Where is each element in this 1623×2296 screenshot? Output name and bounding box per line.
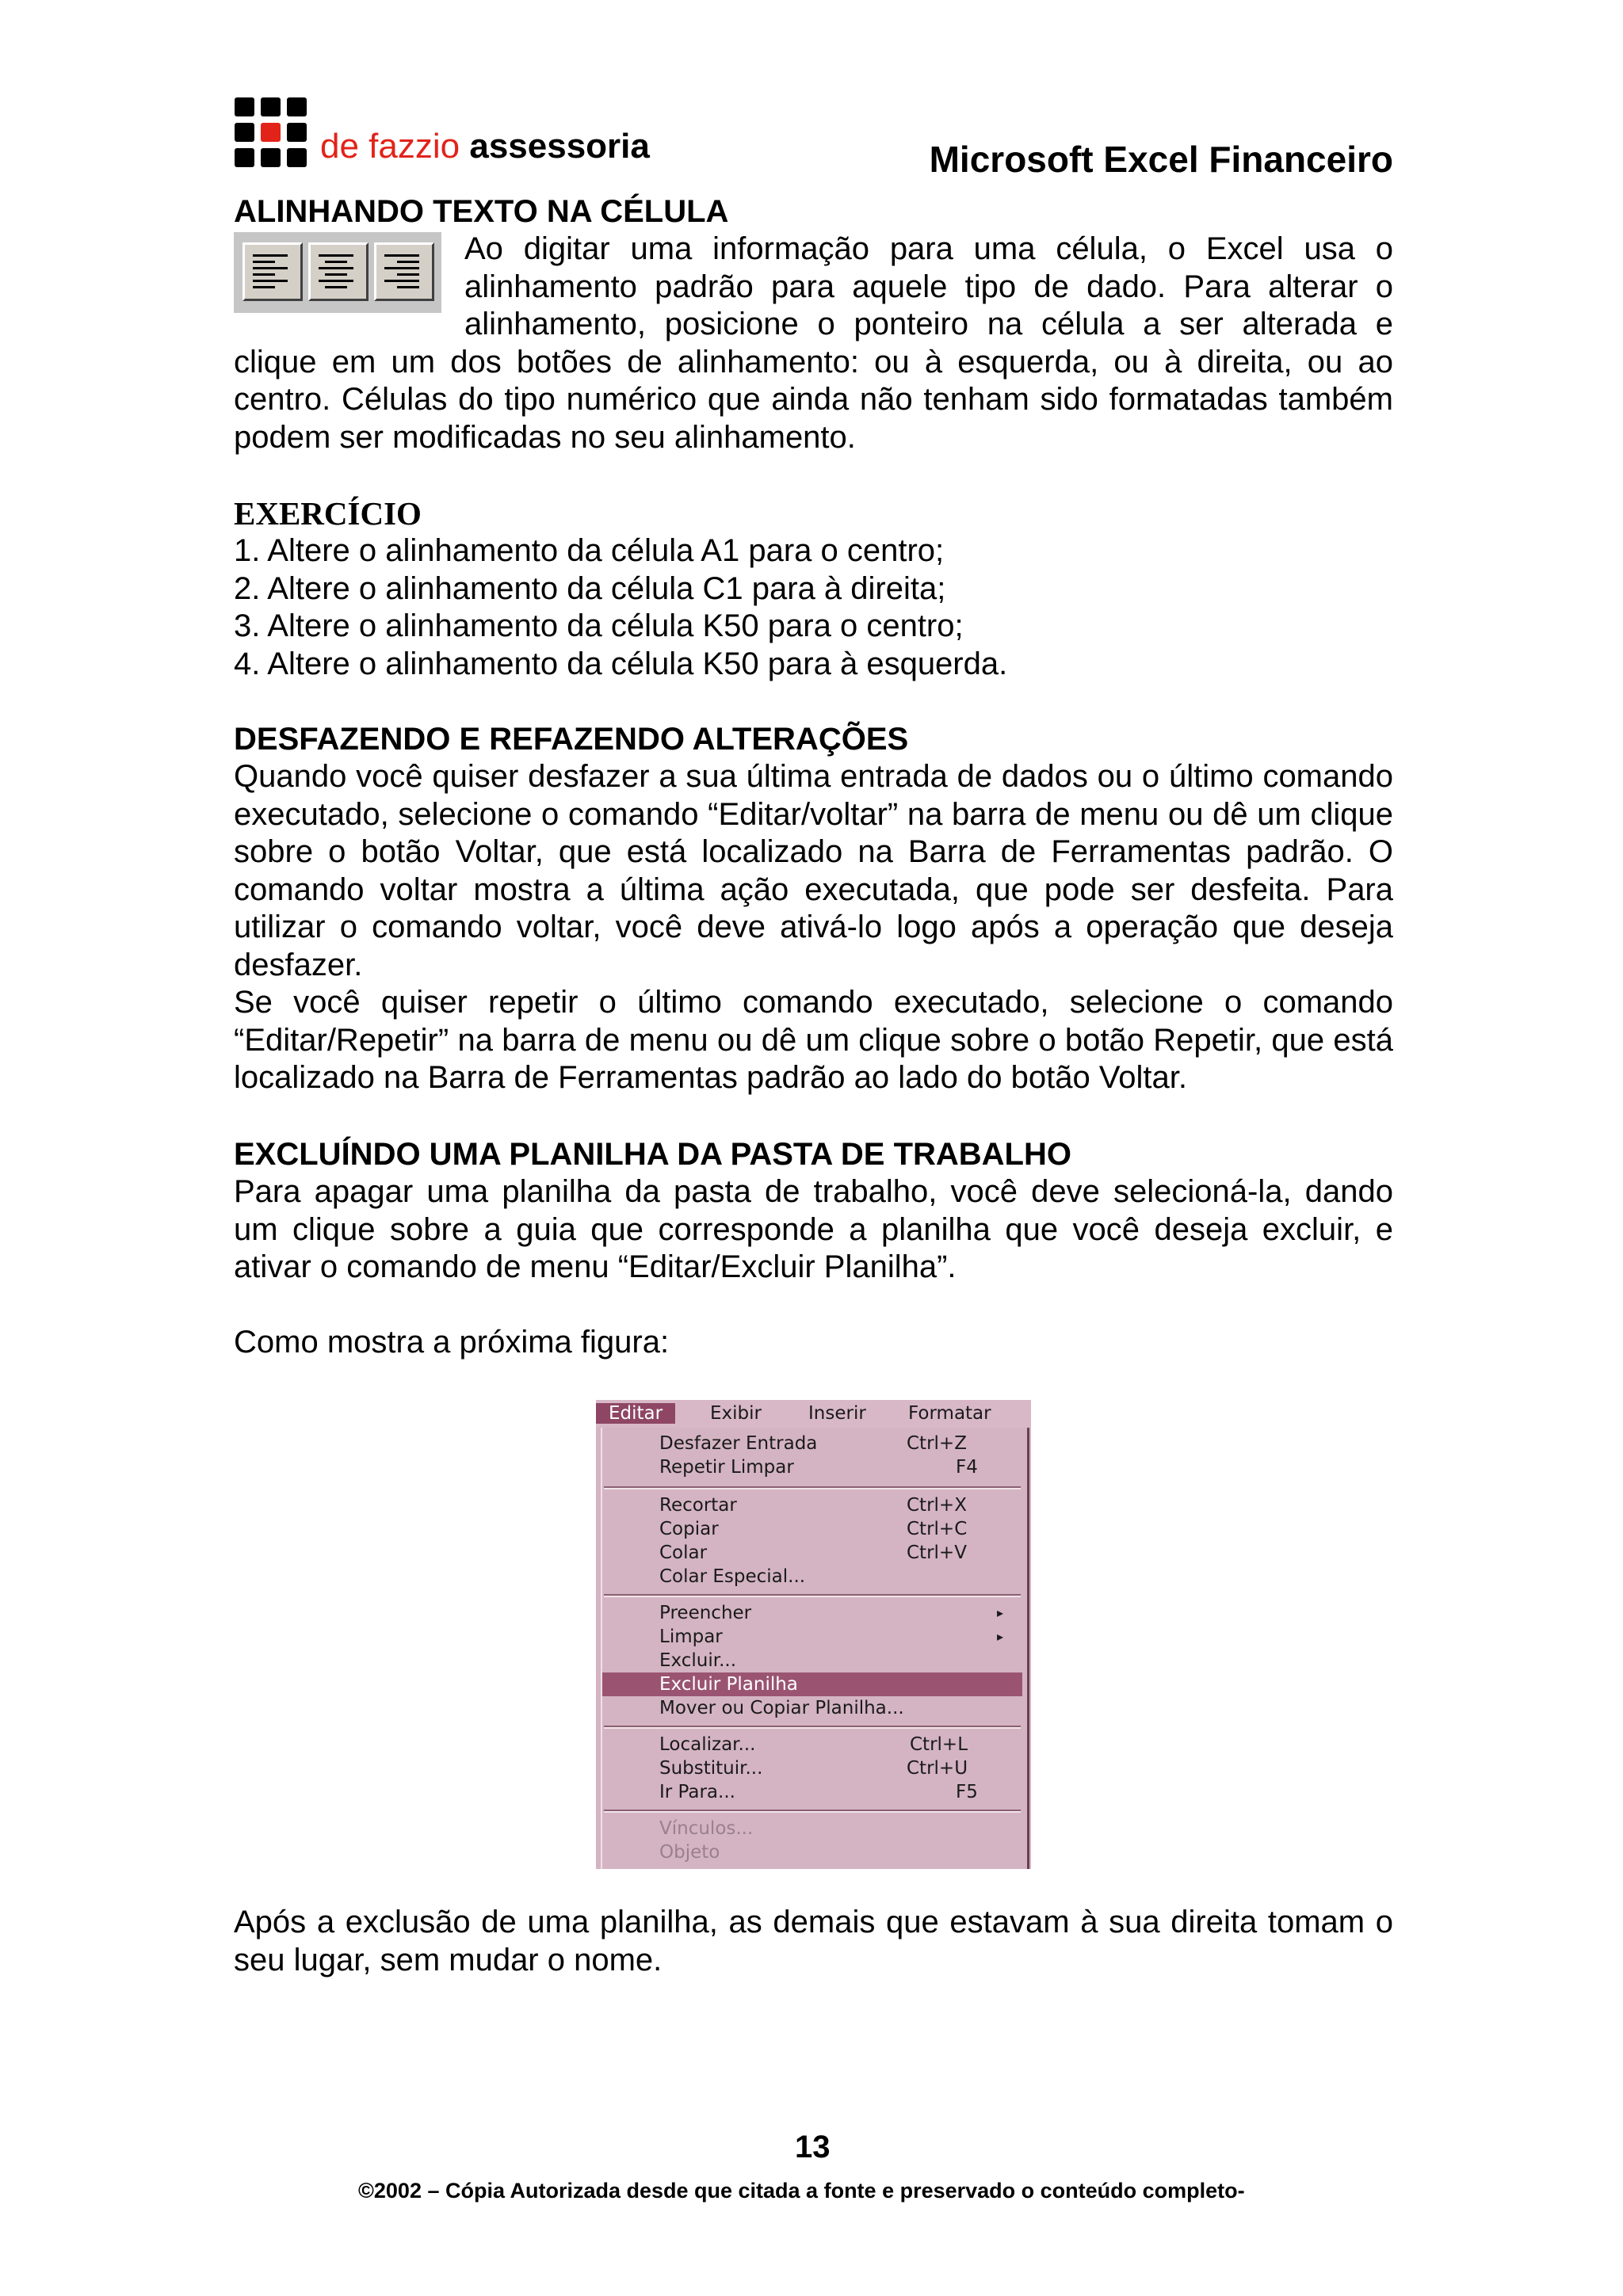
list-item: 1. Altere o alinhamento da célula A1 para o centro; [234,533,945,568]
section-heading-delete-sheet: EXCLUÍNDO UMA PLANILHA DA PASTA DE TRABALHO [234,1137,1071,1172]
redo-paragraph: Se você quiser repetir o último comando executado, selecione o comando “Editar/Repetir” na barra de menu ou dê um clique sobre o botão Repetir, que está localizado na Barra de Ferramentas padrão ao lado do botão Voltar. [234,985,1393,1095]
submenu-arrow-icon: ▸ [997,1605,1004,1620]
menu-bar [596,1400,1031,1428]
menu-item-copiar: Copiar Ctrl+C [659,1519,968,1539]
alignment-paragraph-text: Ao digitar uma informação para uma célula, o Excel usa o alinhamento padrão para aquele tipo de dado. Para alterar o alinhamento, posicione o ponteiro na célula a ser alterada e clique em um dos botões de alinhamento: ou à esquerda, ou à direita, ou ao centro. Células do tipo numérico que ainda não tenham sido formatadas também podem ser modificadas no seu alinhamento. [234,231,1393,455]
closing-paragraph: Após a exclusão de uma planilha, as demais que estavam à sua direita tomam o seu lugar, sem mudar o nome. [234,1905,1393,1978]
submenu-arrow-icon: ▸ [997,1629,1004,1644]
menu-item-localizar: Localizar... Ctrl+L [659,1734,968,1755]
menu-item-limpar: Limpar ▸ [659,1627,1004,1647]
page-number: 13 [795,2130,831,2164]
delete-sheet-paragraph: Para apagar uma planilha da pasta de trabalho, você deve selecioná-la, dando um clique sobre a guia que corresponde a planilha que você deseja excluir, e ativar o comando de menu “Editar/Excluir Planilha”. [234,1174,1393,1284]
menu-bar-formatar: Formatar [908,1403,991,1424]
section-heading-alignment: ALINHANDO TEXTO NA CÉLULA [234,194,729,229]
menu-item-substituir: Substituir... Ctrl+U [659,1758,968,1779]
menu-item-desfazer: Desfazer Entrada Ctrl+Z [659,1433,967,1454]
list-item: 3. Altere o alinhamento da célula K50 para o centro; [234,608,964,643]
menu-item-repetir: Repetir Limpar F4 [659,1457,978,1478]
list-item: 2. Altere o alinhamento da célula C1 para à direita; [234,570,946,606]
menu-item-mover-copiar: Mover ou Copiar Planilha... [659,1698,904,1718]
menu-item-excluir-planilha: Excluir Planilha [602,1672,1022,1696]
menu-item-excluir: Excluir... [659,1650,737,1671]
edit-menu-screenshot [596,1400,1031,1869]
brand-name-light: de fazzio [320,127,460,166]
menu-bar-inserir: Inserir [808,1403,866,1424]
menu-item-recortar: Recortar Ctrl+X [659,1495,967,1516]
exercise-list [234,532,1007,683]
figure-intro: Como mostra a próxima figura: [234,1325,670,1360]
alignment-paragraph [234,231,1393,456]
brand-name [320,127,650,166]
list-item: 4. Altere o alinhamento da célula K50 para à esquerda. [234,646,1008,681]
exercise-heading: EXERCÍCIO [234,495,422,532]
menu-item-objeto: Objeto [659,1842,720,1863]
menu-bar-exibir: Exibir [710,1403,762,1424]
menu-item-colar: Colar Ctrl+V [659,1543,967,1563]
menu-item-preencher: Preencher ▸ [659,1603,1004,1623]
company-logo [235,97,307,167]
menu-separator [604,1594,1021,1597]
menu-bar-editar: Editar [596,1403,675,1424]
menu-separator [604,1726,1021,1729]
undo-paragraph: Quando você quiser desfazer a sua última entrada de dados ou o último comando executado, selecione o comando “Editar/voltar” na barra de menu ou dê um clique sobre o botão Voltar, que está localizado na Barra de Ferramentas padrão. O comando voltar mostra a última ação executada, que pode ser desfeita. Para utilizar o comando voltar, você deve ativá-lo logo após a operação que deseja desfazer. [234,759,1393,982]
menu-separator [604,1810,1021,1813]
brand-name-bold: assessoria [469,127,650,166]
menu-separator [604,1486,1021,1489]
menu-item-ir-para: Ir Para... F5 [659,1782,978,1802]
edit-menu-dropdown [601,1428,1029,1869]
menu-item-vinculos: Vínculos... [659,1818,754,1839]
section-heading-undo-redo: DESFAZENDO E REFAZENDO ALTERAÇÕES [234,722,909,757]
menu-item-colar-especial: Colar Especial... [659,1566,806,1587]
document-title: Microsoft Excel Financeiro [929,139,1393,180]
copyright-footer: ©2002 – Cópia Autorizada desde que citada a fonte e preservado o conteúdo completo- [358,2179,1245,2203]
